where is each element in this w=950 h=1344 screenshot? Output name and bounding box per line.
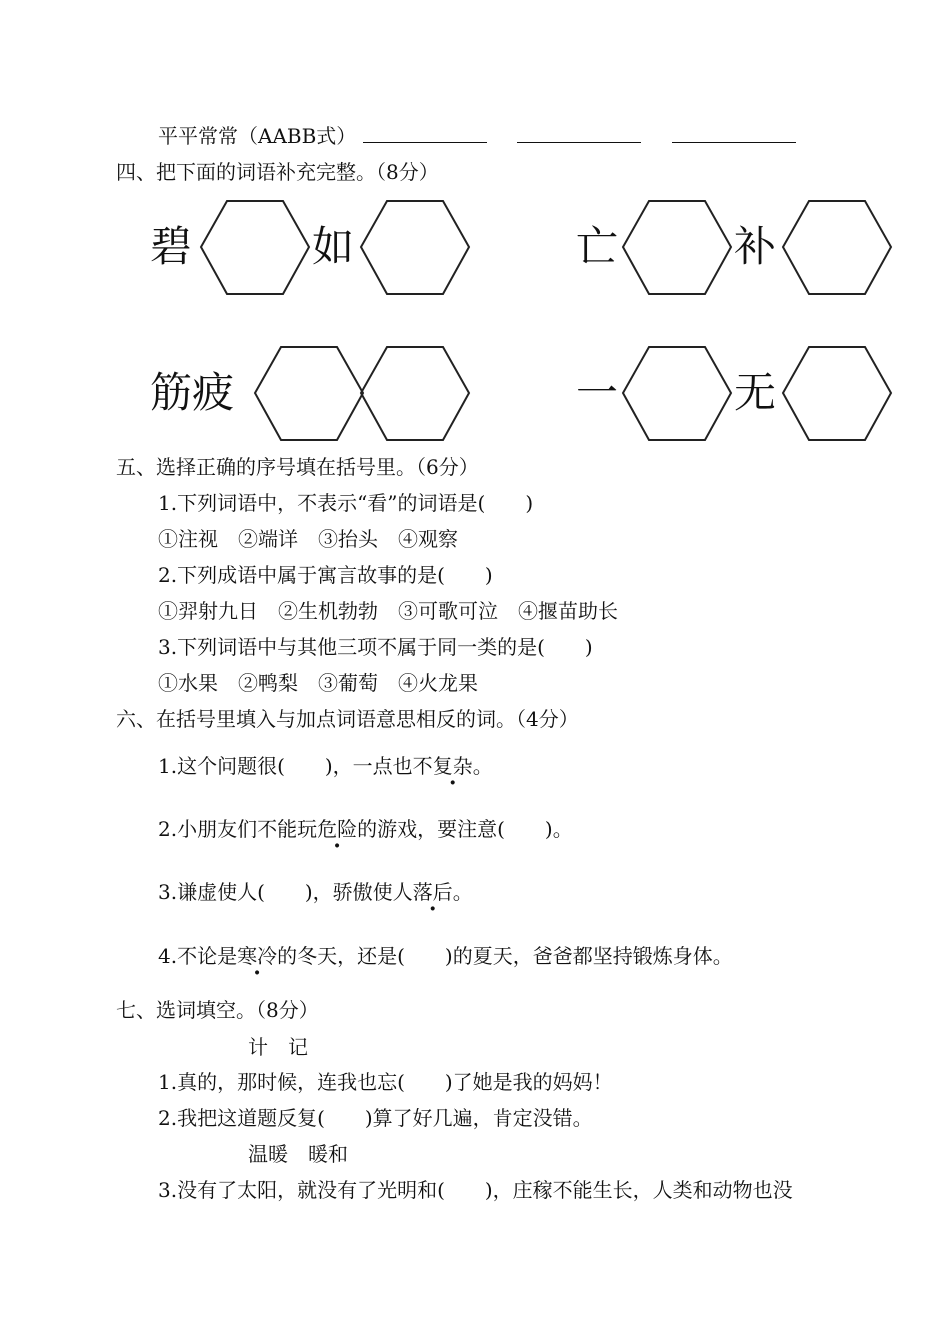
- s6-q4-after: 的冬天，还是( )的夏天，爸爸都坚持锻炼身体。: [277, 944, 733, 968]
- hexagon-blank[interactable]: [622, 346, 732, 441]
- answer-blank-3[interactable]: [672, 124, 796, 143]
- s6-question-1: [158, 752, 493, 780]
- hexagon-blank[interactable]: [360, 346, 470, 441]
- s7-question-1: 1.真的，那时候，连我也忘( )了她是我的妈妈！: [158, 1070, 613, 1094]
- chars-jinpi: 筋疲: [150, 368, 235, 417]
- dotted-word: 落后: [412, 880, 453, 904]
- s7-word-choices-1: 计 记: [248, 1035, 308, 1059]
- hexagon-blank[interactable]: [782, 200, 892, 295]
- char-ru: 如: [312, 222, 355, 271]
- s5-question-3: 3.下列词语中与其他三项不属于同一类的是( ): [158, 635, 593, 659]
- dotted-word: 寒冷: [237, 944, 278, 968]
- s5-options-3: ①水果 ②鸭梨 ③葡萄 ④火龙果: [158, 671, 478, 695]
- s6-question-2: [158, 815, 573, 843]
- s6-q1-before: 1.这个问题很( )，一点也不: [158, 754, 433, 778]
- aabb-line: [158, 122, 796, 150]
- s5-options-1: ①注视 ②端详 ③抬头 ④观察: [158, 527, 458, 551]
- aabb-pattern: （AABB式）: [238, 124, 357, 148]
- s7-word-choices-2: 温暖 暖和: [248, 1142, 348, 1166]
- answer-blank-1[interactable]: [363, 124, 487, 143]
- char-yi: 一: [576, 368, 619, 417]
- dotted-word: 复杂: [432, 754, 473, 778]
- s6-question-3: [158, 878, 473, 906]
- aabb-word: 平平常常: [158, 124, 238, 148]
- char-bu: 补: [734, 222, 777, 271]
- section7-heading: 七、选词填空。（8分）: [116, 998, 319, 1022]
- s6-q2-after: 的游戏，要注意( )。: [357, 817, 573, 841]
- s5-question-1: 1.下列词语中，不表示“看”的词语是( ): [158, 491, 534, 515]
- char-bi: 碧: [150, 222, 193, 271]
- char-wu: 无: [734, 368, 777, 417]
- s6-q3-before: 3.谦虚使人( )，骄傲使人: [158, 880, 413, 904]
- section4-heading: 四、把下面的词语补充完整。（8分）: [116, 160, 439, 184]
- s5-options-2: ①羿射九日 ②生机勃勃 ③可歌可泣 ④揠苗助长: [158, 599, 618, 623]
- s7-question-2: 2.我把这道题反复( )算了好几遍，肯定没错。: [158, 1106, 593, 1130]
- hexagon-blank[interactable]: [200, 200, 310, 295]
- section5-heading: 五、选择正确的序号填在括号里。（6分）: [116, 455, 479, 479]
- char-wang: 亡: [576, 222, 619, 271]
- s6-q3-after: 。: [452, 880, 473, 904]
- hexagon-blank[interactable]: [782, 346, 892, 441]
- hexagon-blank[interactable]: [360, 200, 470, 295]
- s6-q1-after: 。: [472, 754, 493, 778]
- s6-question-4: [158, 942, 733, 970]
- s6-q2-before: 2.小朋友们不能玩: [158, 817, 318, 841]
- section6-heading: 六、在括号里填入与加点词语意思相反的词。（4分）: [116, 707, 579, 731]
- s6-q4-before: 4.不论是: [158, 944, 238, 968]
- dotted-word: 危险: [317, 817, 358, 841]
- s7-question-3: 3.没有了太阳，就没有了光明和( )，庄稼不能生长，人类和动物也没: [158, 1178, 793, 1202]
- s5-question-2: 2.下列成语中属于寓言故事的是( ): [158, 563, 493, 587]
- hexagon-blank[interactable]: [622, 200, 732, 295]
- hexagon-blank[interactable]: [254, 346, 364, 441]
- answer-blank-2[interactable]: [517, 124, 641, 143]
